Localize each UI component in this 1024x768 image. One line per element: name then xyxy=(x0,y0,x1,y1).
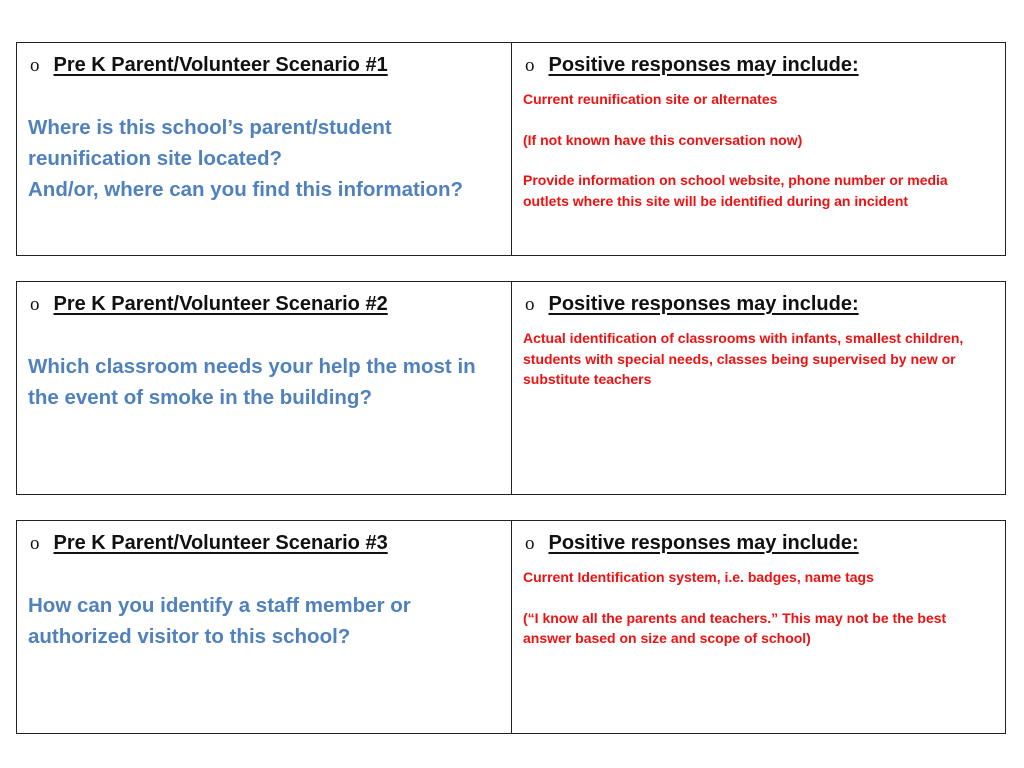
responses-heading-row xyxy=(523,530,995,557)
scenario-question xyxy=(28,590,501,652)
scenario-heading-row xyxy=(28,291,501,318)
responses-cell xyxy=(511,43,1005,255)
response-item: Actual identification of classrooms with infants, smallest children, students with special needs, classes being supervised by new or substitute teachers xyxy=(523,330,964,387)
scenario-card-3 xyxy=(16,520,1006,734)
hollow-bullet-icon: o xyxy=(30,294,40,315)
responses-heading: Positive responses may include: xyxy=(548,532,859,554)
scenario-card-1 xyxy=(16,42,1006,256)
responses-heading-row xyxy=(523,52,995,79)
scenario-cell xyxy=(17,43,511,255)
scenario-question xyxy=(28,351,501,413)
scenario-card-2 xyxy=(16,281,1006,495)
responses-list xyxy=(523,567,995,649)
responses-heading-row xyxy=(523,291,995,318)
scenario-cell xyxy=(17,521,511,733)
question-line: How can you identify a staff member or authorized visitor to this school? xyxy=(28,594,411,648)
scenario-heading: Pre K Parent/Volunteer Scenario #1 xyxy=(53,54,388,76)
hollow-bullet-icon: o xyxy=(525,533,535,554)
scenario-heading-row xyxy=(28,52,501,79)
response-item: Current Identification system, i.e. badges, name tags xyxy=(523,569,874,585)
scenario-heading-row xyxy=(28,530,501,557)
responses-cell xyxy=(511,282,1005,494)
scenario-heading: Pre K Parent/Volunteer Scenario #3 xyxy=(53,532,388,554)
response-item: (“I know all the parents and teachers.” This may not be the best answer based on size and scope of school) xyxy=(523,609,947,646)
response-item: Current reunification site or alternates xyxy=(523,91,778,107)
responses-heading: Positive responses may include: xyxy=(548,54,859,76)
responses-list xyxy=(523,328,995,390)
scenario-heading: Pre K Parent/Volunteer Scenario #2 xyxy=(53,293,388,315)
scenario-cell xyxy=(17,282,511,494)
hollow-bullet-icon: o xyxy=(30,55,40,76)
hollow-bullet-icon: o xyxy=(525,294,535,315)
hollow-bullet-icon: o xyxy=(525,55,535,76)
response-item: Provide information on school website, phone number or media outlets where this site will be identified during an incident xyxy=(523,172,948,209)
question-line: Which classroom needs your help the most in the event of smoke in the building? xyxy=(28,355,476,409)
responses-heading: Positive responses may include: xyxy=(548,293,859,315)
question-line: Where is this school’s parent/student reunification site located? xyxy=(28,116,392,170)
response-item: (If not known have this conversation now) xyxy=(523,131,803,148)
question-line: And/or, where can you find this information? xyxy=(28,178,464,201)
responses-list xyxy=(523,89,995,211)
scenario-question xyxy=(28,112,501,205)
hollow-bullet-icon: o xyxy=(30,533,40,554)
responses-cell xyxy=(511,521,1005,733)
